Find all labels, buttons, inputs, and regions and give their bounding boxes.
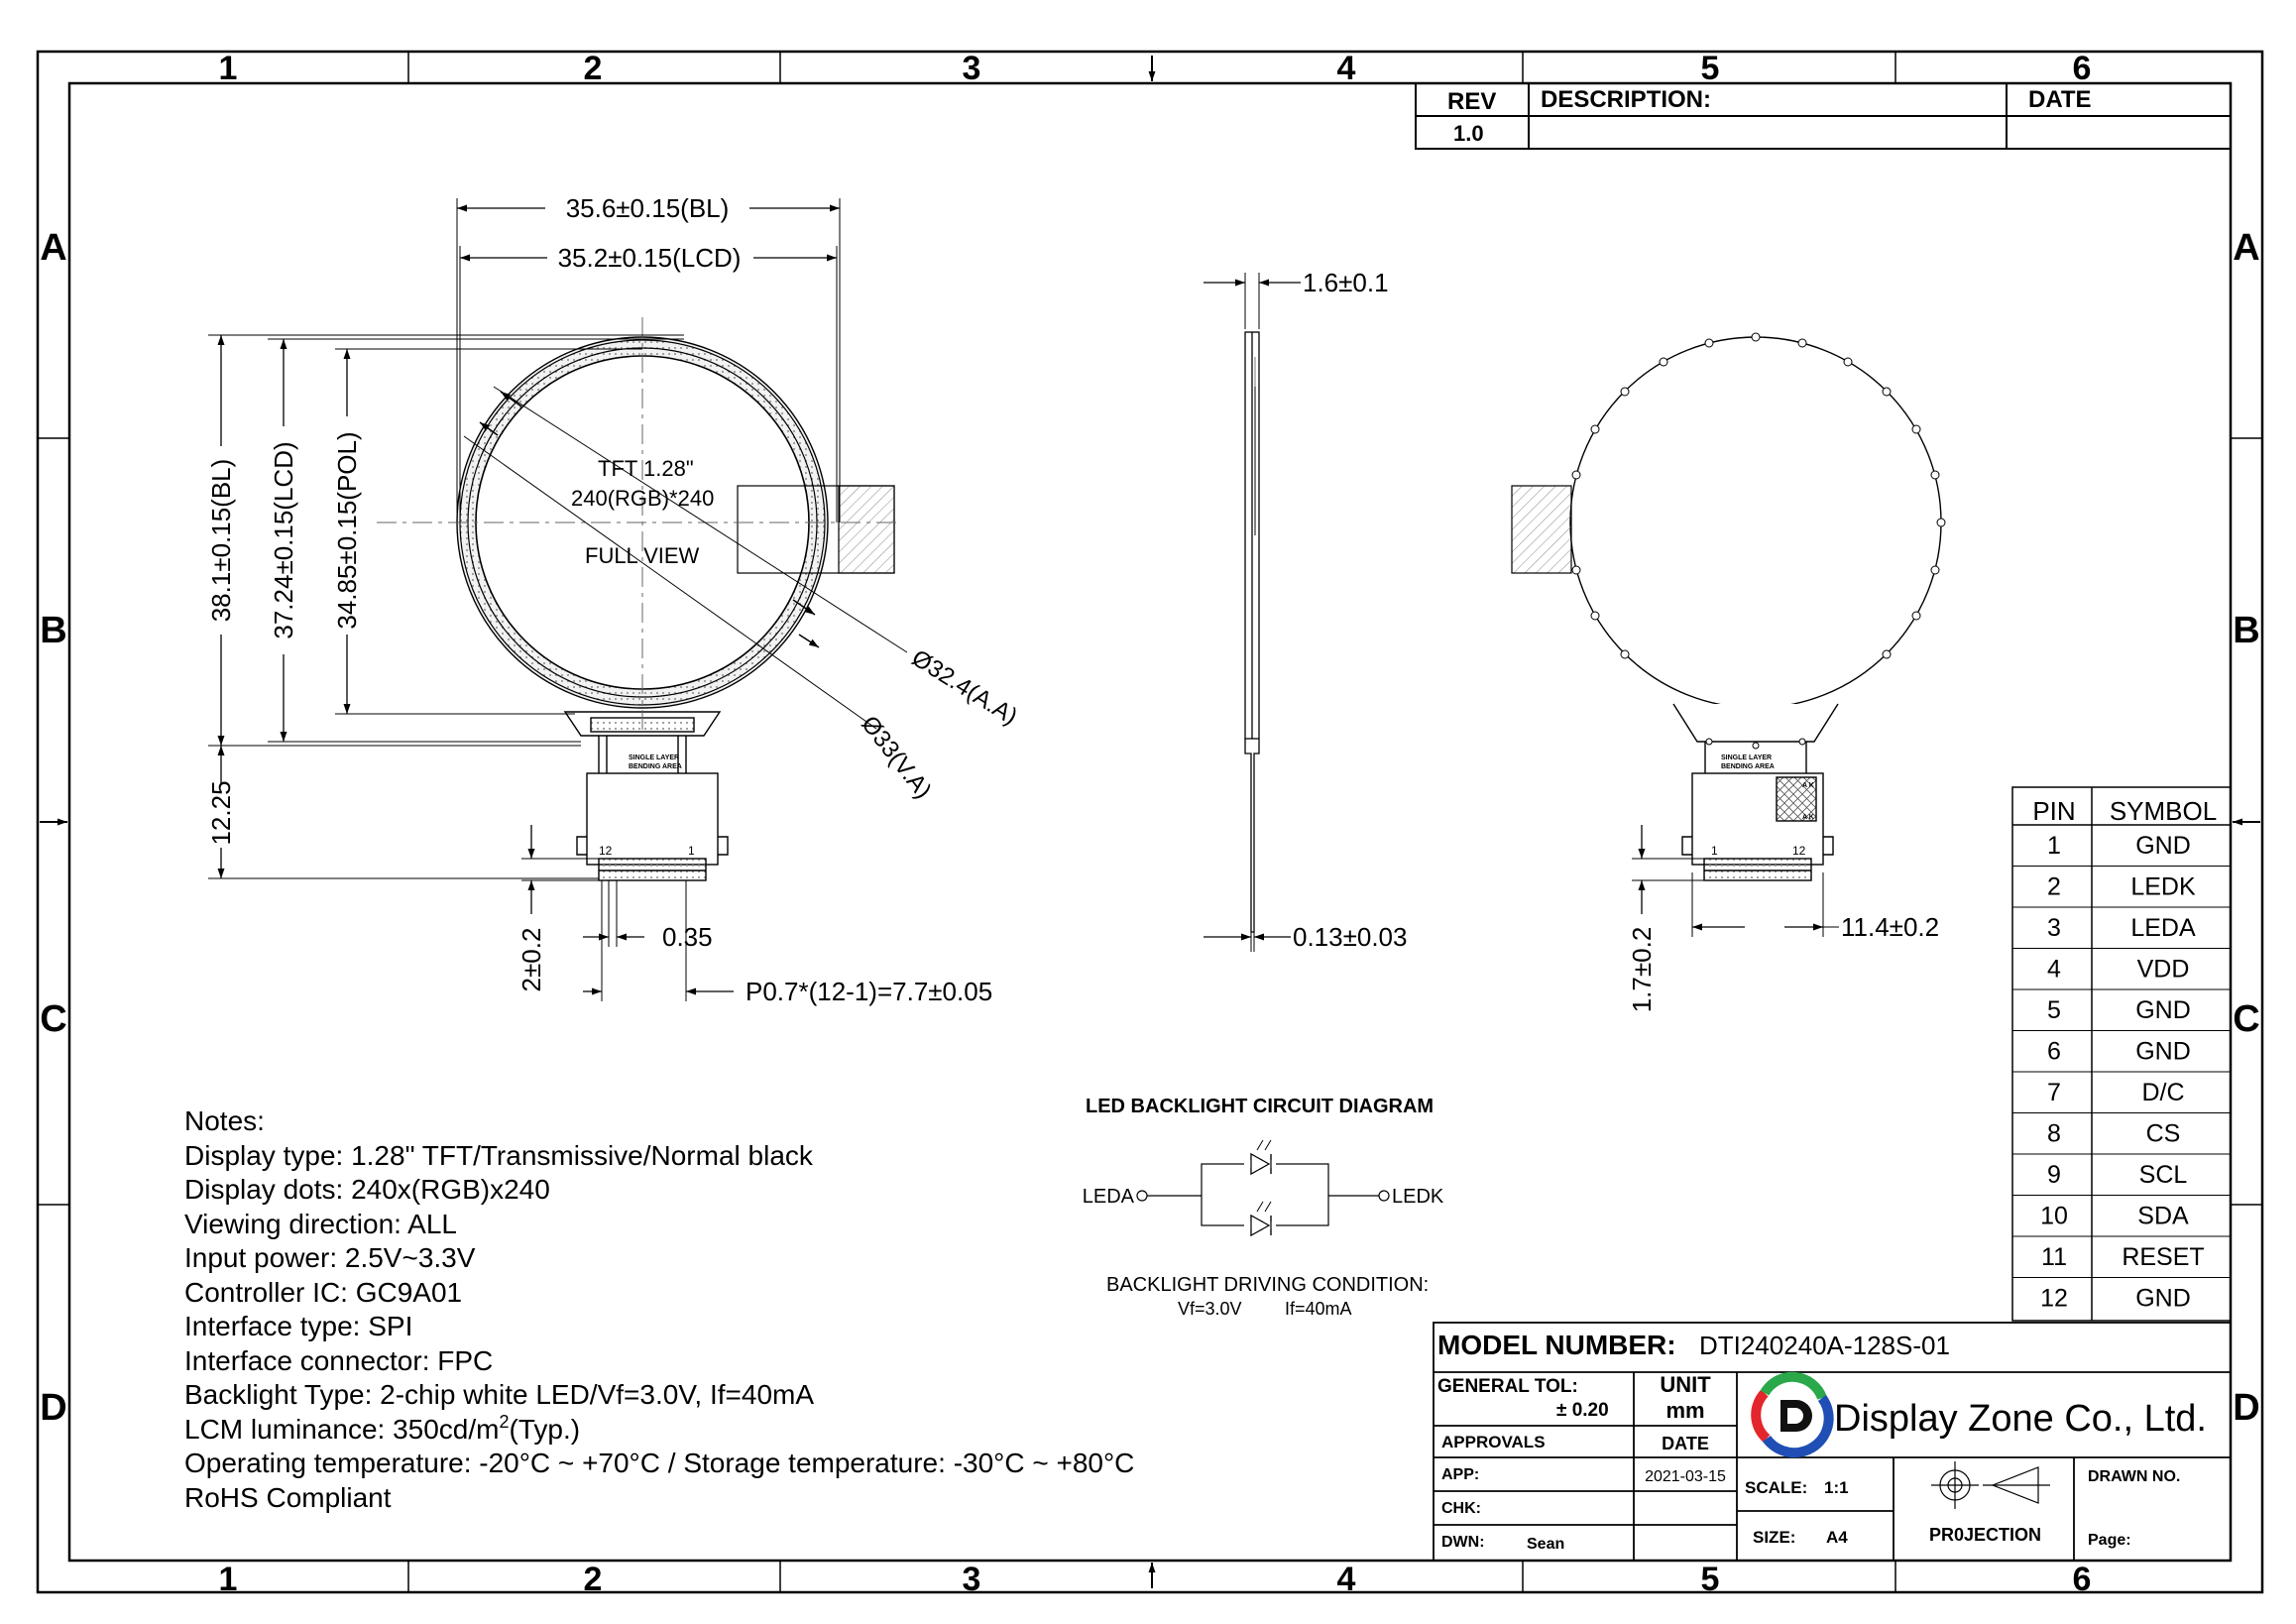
rev-value: 1.0 [1453,121,1484,146]
backlight-condition-title: BACKLIGHT DRIVING CONDITION: [1106,1274,1430,1296]
front-dim-pitch: P0.7*(12-1)=7.7±0.05 [746,977,993,1006]
page-label: Page: [2088,1532,2131,1549]
row-label-right-a: A [2233,227,2260,269]
col-label-bottom-3: 3 [962,1561,981,1598]
back-view [1512,333,1945,1012]
pin-symbol-cell: LEDK [2130,872,2196,901]
front-label-tft: TFT 1.28" [598,456,694,481]
model-number-label: MODEL NUMBER: [1437,1330,1676,1360]
pin-table [2012,787,2231,1321]
pin-symbol-cell: SCL [2138,1161,2188,1189]
front-dim-bl-width: 35.6±0.15(BL) [565,193,730,223]
row-label-left-b: B [40,610,67,651]
app-date: 2021-03-15 [1645,1468,1726,1485]
front-bending-line1: SINGLE LAYER [629,754,680,761]
col-label-bottom-5: 5 [1700,1561,1720,1598]
back-dim-pin-length: 1.7±0.2 [1627,926,1657,1013]
pin-number-cell: 10 [2040,1202,2068,1230]
description-header: DESCRIPTION: [1541,86,1712,113]
col-label-top-3: 3 [962,50,981,87]
col-label-bottom-4: 4 [1336,1561,1356,1598]
pin-symbol-cell: SDA [2137,1202,2189,1230]
pin-number-cell: 12 [2040,1284,2068,1313]
notes-line-1: Display type: 1.28" TFT/Transmissive/Normal black [184,1140,813,1171]
pin-number-cell: 2 [2047,872,2061,901]
dwn-name: Sean [1527,1536,1565,1553]
pin-number-cell: 6 [2047,1037,2061,1066]
pin-number-cell: 7 [2047,1079,2061,1106]
notes-line-6: Interface type: SPI [184,1311,413,1341]
back-pad-label-a: A K [1802,782,1814,789]
row-label-right-c: C [2233,998,2260,1040]
back-bending-line2: BENDING AREA [1721,763,1775,770]
pin-symbol-cell: VDD [2136,955,2190,984]
col-label-top-4: 4 [1336,50,1356,87]
notes-title: Notes: [184,1105,265,1136]
company-logo-icon [1756,1377,1828,1452]
front-dim-lcd-width: 35.2±0.15(LCD) [557,243,742,273]
notes-block [184,1105,1134,1513]
general-tol-value: ± 0.20 [1556,1400,1609,1421]
pin-number-cell: 3 [2047,914,2061,942]
model-number-value: DTI240240A-128S-01 [1699,1331,1950,1360]
row-label-left-a: A [40,227,67,269]
col-label-top-2: 2 [583,50,603,87]
front-dim-tail: 12.25 [206,780,236,846]
pin-number-cell: 11 [2041,1243,2067,1271]
backlight-vf: Vf=3.0V [1178,1299,1242,1319]
back-bending-line1: SINGLE LAYER [1721,754,1773,761]
back-side-tab [1512,486,1571,573]
front-bending-line2: BENDING AREA [629,763,682,770]
notes-line-2: Display dots: 240x(RGB)x240 [184,1174,550,1205]
title-block [1434,1323,2231,1561]
pin-number-cell: 5 [2047,996,2061,1024]
pin-symbol-cell: GND [2135,1284,2191,1313]
row-label-left-c: C [40,998,67,1040]
row-label-left-d: D [40,1387,67,1429]
unit-label: UNIT [1660,1372,1711,1397]
pin-symbol-cell: GND [2135,1037,2191,1066]
back-dim-width: 11.4±0.2 [1841,912,1940,942]
pin-symbol-cell: D/C [2141,1079,2185,1106]
notes-line-temperature: Operating temperature: -20°C ~ +70°C / Storage temperature: -30°C ~ +80°C [184,1448,1135,1478]
notes-line-8: Backlight Type: 2-chip white LED/Vf=3.0V, If=40mA [184,1379,815,1410]
notes-line-5: Controller IC: GC9A01 [184,1277,463,1308]
front-view [206,193,1022,1006]
front-dim-bl-height: 38.1±0.15(BL) [206,458,236,623]
pin-symbol-cell: LEDA [2130,914,2196,942]
front-fpc [565,712,728,880]
front-pin-1-label: 1 [688,844,695,858]
general-tol-label: GENERAL TOL: [1437,1376,1578,1397]
drawn-no-label: DRAWN NO. [2088,1468,2181,1485]
notes-line-rohs: RoHS Compliant [184,1482,392,1513]
front-dim-pol-height: 34.85±0.15(POL) [332,431,362,630]
col-label-bottom-6: 6 [2072,1561,2092,1598]
notes-line-7: Interface connector: FPC [184,1345,494,1376]
projection-symbol-icon [1931,1461,2050,1509]
side-dim-fpc: 0.13±0.03 [1293,922,1408,952]
pin-symbol-cell: GND [2135,996,2191,1024]
front-label-full-view: FULL VIEW [585,543,700,568]
date-label: DATE [1662,1434,1709,1453]
scale-value: 1:1 [1824,1478,1849,1497]
dwn-label: DWN: [1441,1534,1485,1551]
col-label-bottom-1: 1 [218,1561,238,1598]
led-left-label: LEDA [1082,1186,1134,1208]
symbol-header: SYMBOL [2109,796,2218,826]
app-label: APP: [1441,1466,1480,1483]
pin-number-cell: 4 [2047,955,2061,984]
notes-line-3: Viewing direction: ALL [184,1209,457,1239]
date-header: DATE [2028,86,2092,113]
front-pin-12-label: 12 [599,844,613,858]
revision-table [1416,83,2231,149]
chk-label: CHK: [1441,1500,1481,1517]
front-dim-lcd-height: 37.24±0.15(LCD) [269,441,298,639]
pin-symbol-cell: RESET [2122,1243,2205,1271]
pin-table-rows [2012,825,2231,1313]
rev-header: REV [1447,88,1497,115]
pin-symbol-cell: GND [2135,832,2191,860]
side-view [1204,268,1407,952]
back-pad-label-b: A K [1802,814,1814,821]
size-label: SIZE: [1753,1528,1796,1547]
size-value: A4 [1826,1528,1848,1547]
col-label-top-6: 6 [2072,50,2092,87]
side-dim-thickness: 1.6±0.1 [1303,268,1389,297]
company-name: Display Zone Co., Ltd. [1834,1398,2207,1440]
col-label-top-5: 5 [1700,50,1720,87]
pin-number-cell: 1 [2047,832,2061,860]
notes-line-luminance: LCM luminance: $350cd/m^2(Typ.)$ [184,1412,581,1445]
led-right-label: LEDK [1392,1186,1444,1208]
pin-number-cell: 8 [2047,1119,2061,1148]
row-label-right-d: D [2233,1387,2260,1429]
col-label-top-1: 1 [218,50,238,87]
pin-header: PIN [2032,796,2076,826]
approvals-label: APPROVALS [1441,1433,1546,1451]
front-dim-aa: Ø32.4(A.A) [906,644,1022,731]
scale-label: SCALE: [1745,1478,1808,1497]
led-circuit [1083,1096,1444,1319]
backlight-if: If=40mA [1285,1299,1352,1319]
pin-symbol-cell: CS [2145,1119,2181,1148]
back-fpc [1673,704,1838,880]
front-dim-pin-length: 2±0.2 [517,927,546,992]
col-label-bottom-2: 2 [583,1561,603,1598]
notes-line-4: Input power: 2.5V~3.3V [184,1242,476,1273]
back-pin-12-label: 12 [1792,844,1806,858]
row-label-right-b: B [2233,610,2260,651]
unit-value: mm [1665,1398,1705,1423]
front-dim-pin-width: 0.35 [662,922,713,952]
back-pin-1-label: 1 [1711,844,1718,858]
led-circuit-title: LED BACKLIGHT CIRCUIT DIAGRAM [1086,1096,1435,1117]
pin-number-cell: 9 [2047,1161,2061,1189]
front-dim-va: Ø33(V.A) [856,711,937,804]
projection-label: PR0JECTION [1929,1525,2042,1545]
front-label-resolution: 240(RGB)*240 [571,486,715,511]
